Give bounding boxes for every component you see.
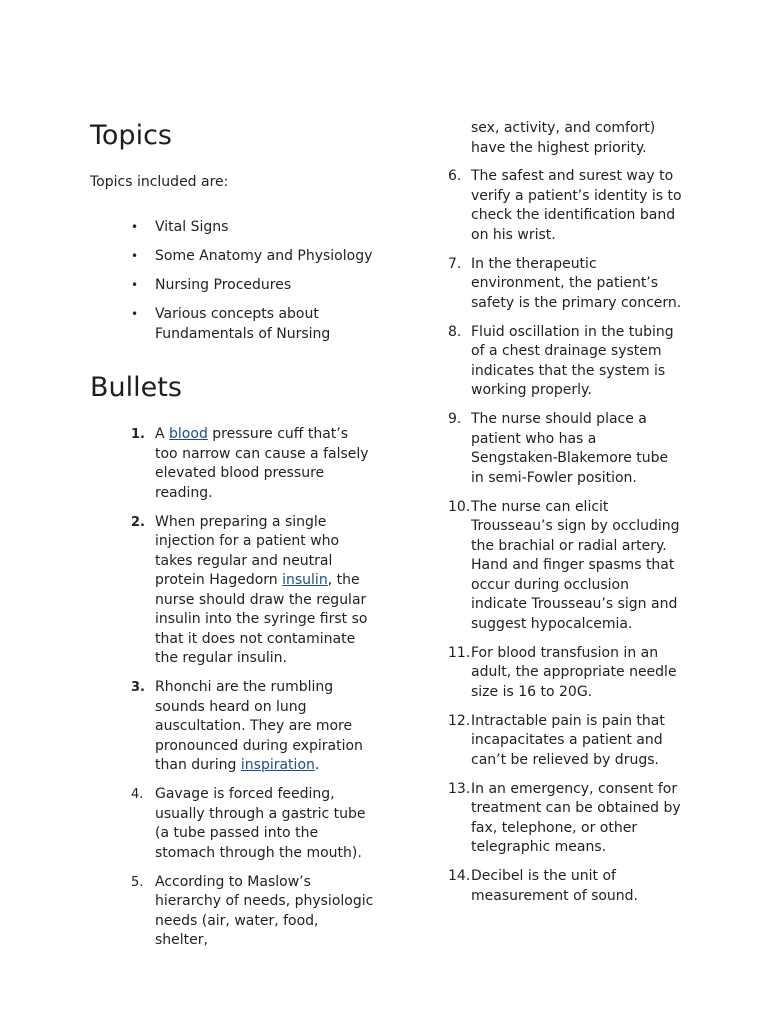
bullets-list-right: [440, 167, 685, 916]
bullet-item: [440, 255, 685, 314]
topic-item: [90, 247, 375, 267]
topic-item: [90, 305, 375, 344]
bullet-number: 6.: [448, 168, 462, 184]
insulin-link[interactable]: insulin: [282, 572, 328, 588]
bullet-item: [90, 513, 375, 669]
bullet-number: 11.: [448, 644, 471, 661]
bullet-continuation: sex, activity, and comfort) have the highest priority.: [471, 120, 656, 156]
bullet-text: According to Maslow’s hierarchy of needs, physiologic needs (air, water, food, shelter,: [155, 873, 374, 948]
bullet-text-pre: When preparing a single injection for a patient who takes regular and neutral protein Hagedorn: [155, 513, 340, 588]
bullet-text-post: pressure cuff that’s too narrow can cause a falsely elevated blood pressure reading.: [155, 426, 369, 501]
topic-item-label: Various concepts about Fundamentals of Nursing: [155, 306, 331, 342]
bullet-number: 14.: [448, 868, 471, 884]
topic-item: [90, 218, 375, 238]
bullet-text-pre: Rhonchi are the rumbling sounds heard on lung auscultation. They are more pronounced during expiration than during: [155, 679, 363, 773]
bullet-item: [440, 167, 685, 245]
bullet-text-post: .: [314, 757, 320, 773]
bullet-item: [90, 425, 375, 503]
inspiration-link[interactable]: inspiration: [240, 757, 315, 773]
bullet-number: 2.: [131, 514, 145, 530]
bullets-list-left: [90, 425, 375, 960]
bullet-text: Decibel is the unit of measurement of sound.: [471, 868, 639, 904]
bullet-text: The nurse should place a patient who has a Sengstaken-Blakemore tube in semi-Fowler position.: [471, 411, 669, 486]
bullet-item: [90, 678, 375, 776]
bullet-text-pre: A: [155, 426, 170, 442]
bullet-number: 8.: [448, 323, 462, 340]
bullet-text: The safest and surest way to verify a patient’s identity is to check the identification band on his wrist.: [471, 168, 682, 243]
bullet-dot-icon: •: [131, 249, 139, 263]
bullet-item: [440, 780, 685, 858]
bullet-number: 3.: [131, 680, 145, 695]
blood-link[interactable]: blood: [169, 426, 208, 442]
bullet-number: 13.: [448, 780, 471, 797]
topic-item-label: Vital Signs: [155, 219, 229, 235]
bullet-item: [440, 410, 685, 488]
bullet-item: [440, 712, 685, 771]
bullet-text: Intractable pain is pain that incapacitates a patient and can’t be relieved by drugs.: [471, 712, 665, 768]
bullet-text: [155, 426, 369, 501]
bullet-text: The nurse can elicit Trousseau’s sign by occluding the brachial or radial artery. Hand and finger spasms that occur during occlusion indicate Trousseau’s sign and suggest hypocalcemia.: [471, 498, 680, 632]
topics-intro: Topics included are:: [90, 174, 229, 190]
bullet-text: [155, 679, 363, 773]
bullet-number: 9.: [448, 411, 462, 427]
topics-list: [90, 218, 375, 354]
bullet-item: [440, 644, 685, 703]
bullet-item: [90, 873, 375, 951]
bullet-number: 5.: [131, 874, 144, 890]
topic-item: [90, 276, 375, 296]
bullet-item: [440, 867, 685, 906]
bullet-number: 1.: [131, 427, 145, 442]
bullet-number: 4.: [131, 787, 144, 802]
topic-item-label: Some Anatomy and Physiology: [155, 248, 373, 264]
bullet-dot-icon: •: [131, 220, 139, 234]
bullet-number: 12.: [448, 712, 471, 729]
topic-item-label: Nursing Procedures: [155, 277, 292, 293]
bullet-text: Fluid oscillation in the tubing of a chest drainage system indicates that the system is working properly.: [471, 323, 674, 398]
bullet-item: [440, 323, 685, 401]
bullet-text: For blood transfusion in an adult, the appropriate needle size is 16 to 20G.: [471, 644, 677, 700]
bullet-text: In an emergency, consent for treatment can be obtained by fax, telephone, or other telegraphic means.: [471, 780, 681, 855]
topics-heading: Topics: [90, 120, 172, 151]
bullet-item: [90, 785, 375, 863]
bullet-dot-icon: •: [131, 307, 139, 321]
bullet-number: 10.: [448, 498, 471, 515]
bullet-dot-icon: •: [131, 278, 139, 292]
bullet-number: 7.: [448, 255, 462, 272]
bullet-text: In the therapeutic environment, the patient’s safety is the primary concern.: [471, 255, 682, 311]
bullet-item: [440, 498, 685, 635]
bullet-text-post: , the nurse should draw the regular insulin into the syringe first so that it does not contaminate the regular insulin.: [155, 572, 368, 666]
bullets-heading: Bullets: [90, 372, 182, 403]
bullet-text: Gavage is forced feeding, usually through a gastric tube (a tube passed into the stomach through the mouth).: [155, 786, 366, 861]
bullet-text: [155, 514, 367, 667]
